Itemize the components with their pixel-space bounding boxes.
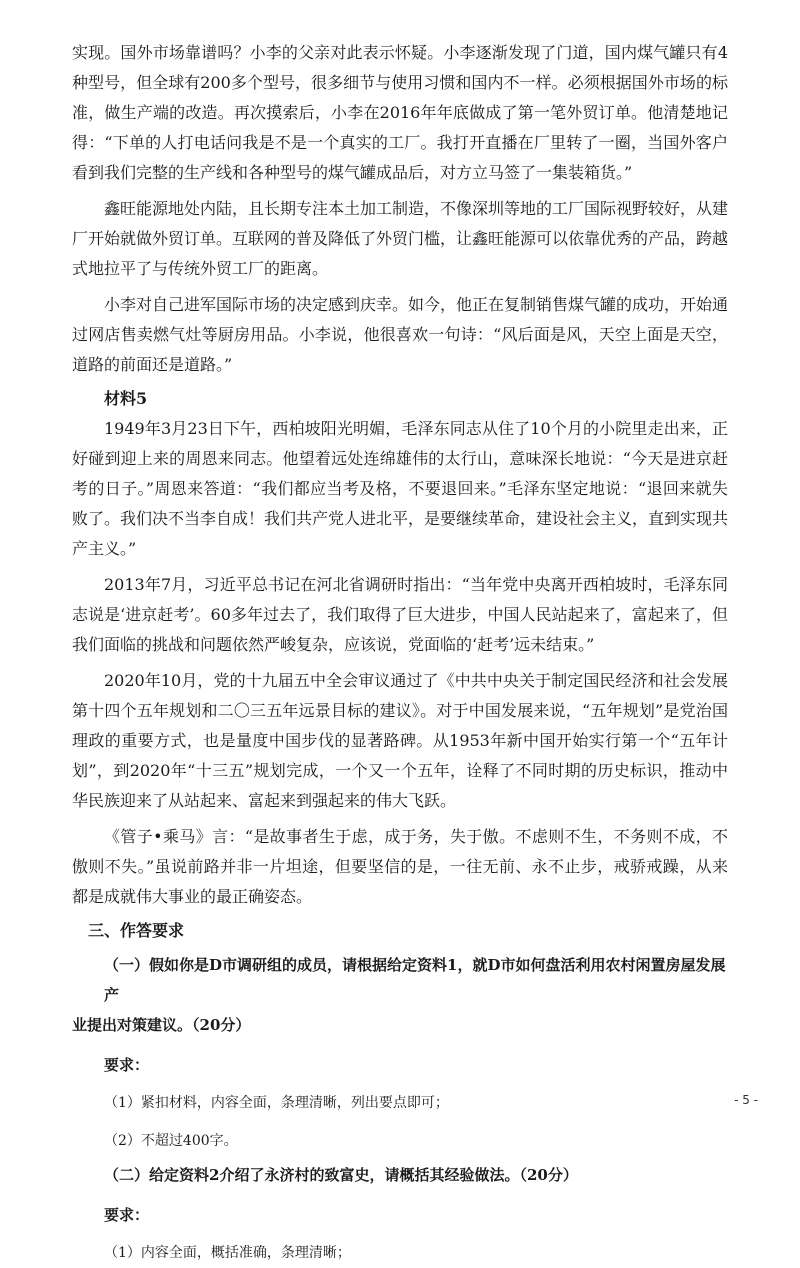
- material-5-heading: 材料5: [104, 389, 148, 408]
- requirements-title: 要求：: [104, 1056, 150, 1074]
- question-1: [72, 950, 728, 1040]
- requirement-item: （1）内容全面，概括准确，条理清晰；: [104, 1245, 351, 1261]
- page-number: - 5 -: [734, 1093, 758, 1107]
- paragraph: 实现。国外市场靠谱吗？小李的父亲对此表示怀疑。小李逐渐发现了门道，国内煤气罐只有4种型号，但全球有200多个型号，很多细节与使用习惯和国内不一样。必须根据国外市场的标准，做生产端的改造。再次摸索后，小李在2016年年底做成了第一笔外贸订单。他清楚地记得：“下单的人打电话问我是不是一个真实的工厂。我打开直播在厂里转了一圈，当国外客户看到我们完整的生产线和各种型号的煤气罐成品后，对方立马签了一集装箱货。”: [72, 43, 728, 182]
- question-1-line-1: （一）假如你是D市调研组的成员，请根据给定资料1，就D市如何盘活利用农村闲置房屋发展产: [104, 956, 726, 1004]
- paragraph: 《管子•乘马》言：“是故事者生于虑，成于务，失于傲。不虑则不生，不务则不成，不傲则不失。”虽说前路并非一片坦途，但要坚信的是，一往无前、永不止步，戒骄戒躁，从来都是成就伟大事业的最正确姿态。: [72, 827, 728, 906]
- question-1-line-2: 业提出对策建议。（20分）: [72, 1016, 251, 1034]
- paragraph: 1949年3月23日下午，西柏坡阳光明媚，毛泽东同志从住了10个月的小院里走出来，正好碰到迎上来的周恩来同志。他望着远处连绵雄伟的太行山，意味深长地说：“今天是进京赶考的日子。”周恩来答道：“我们都应当考及格，不要退回来。”毛泽东坚定地说：“退回来就失败了。我们决不当李自成！我们共产党人进北平，是要继续革命，建设社会主义，直到实现共产主义。”: [72, 419, 729, 558]
- section-heading: 三、作答要求: [88, 921, 185, 940]
- paragraph: 2020年10月，党的十九届五中全会审议通过了《中共中央关于制定国民经济和社会发展第十四个五年规划和二〇三五年远景目标的建议》。对于中国发展来说，“五年规划”是党治国理政的重要方式，也是量度中国步伐的显著路碑。从1953年新中国开始实行第一个“五年计划”，到2020年“十三五”规划完成，一个又一个五年，诠释了不同时期的历史标识，推动中华民族迎来了从站起来、富起来到强起来的伟大飞跃。: [72, 671, 728, 810]
- paragraph: 鑫旺能源地处内陆，且长期专注本土加工制造，不像深圳等地的工厂国际视野较好，从建厂开始就做外贸订单。互联网的普及降低了外贸门槛，让鑫旺能源可以依靠优秀的产品，跨越式地拉平了与传统外贸工厂的距离。: [72, 199, 729, 278]
- paragraph: 2013年7月，习近平总书记在河北省调研时指出：“当年党中央离开西柏坡时，毛泽东同志说是‘进京赶考’。60多年过去了，我们取得了巨大进步，中国人民站起来了，富起来了，但我们面临的挑战和问题依然严峻复杂，应该说，党面临的‘赶考’远未结束。”: [72, 575, 728, 654]
- page-content: [72, 38, 728, 1268]
- requirement-item: （1）紧扣材料，内容全面，条理清晰，列出要点即可；: [104, 1095, 449, 1111]
- requirement-item: （2）不超过400字。: [104, 1133, 238, 1149]
- requirements-title: 要求：: [104, 1206, 150, 1224]
- paragraph: 小李对自己进军国际市场的决定感到庆幸。如今，他正在复制销售煤气罐的成功，开始通过网店售卖燃气灶等厨房用品。小李说，他很喜欢一句诗：“风后面是风，天空上面是天空，道路的前面还是道路。”: [72, 295, 729, 374]
- question-2: （二）给定资料2介绍了永济村的致富史，请概括其经验做法。（20分）: [104, 1166, 578, 1184]
